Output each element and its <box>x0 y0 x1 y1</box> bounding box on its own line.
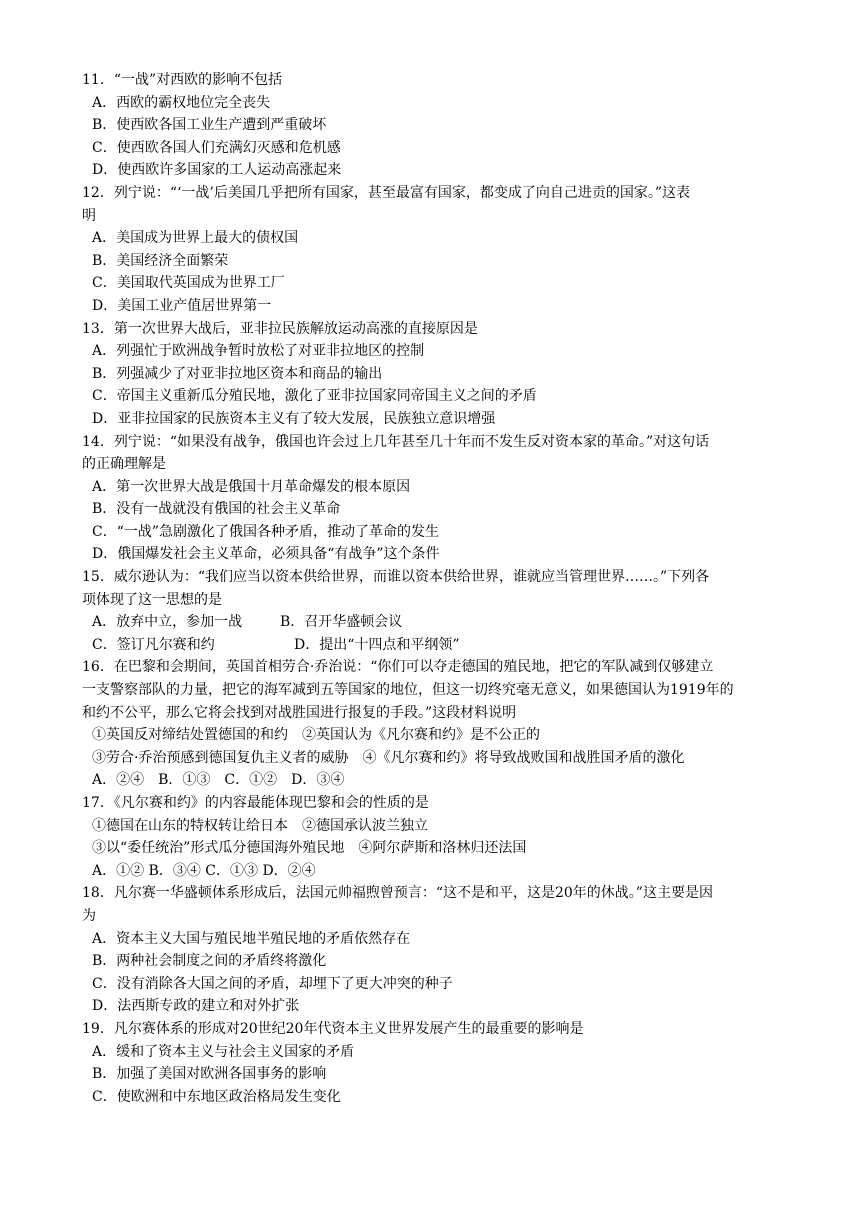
question-stem: 16．在巴黎和会期间，英国首相劳合·乔治说：“你们可以夺走德国的殖民地，把它的军队减到仅够建立 <box>82 659 714 676</box>
question-13 <box>82 318 782 431</box>
option-c: C．美国取代英国成为世界工厂 <box>92 275 285 292</box>
question-stem: 12．列宁说：“‘一战’后美国几乎把所有国家，甚至最富有国家，都变成了向自己进贡的国家。”这表 <box>82 184 691 201</box>
option-a: A．列强忙于欧洲战争暂时放松了对亚非拉地区的控制 <box>92 343 425 360</box>
option-row <box>82 634 782 657</box>
option-b: B．列强减少了对亚非拉地区资本和商品的输出 <box>92 365 383 382</box>
question-stem: 18．凡尔赛一华盛顿体系形成后，法国元帅福煦曾预言：“这不是和平，这是20年的休战。”这主要是因 <box>82 885 713 902</box>
question-stem: 11．“一战”对西欧的影响不包括 <box>82 72 283 88</box>
question-stem-continued: 明 <box>82 207 96 224</box>
document-page <box>82 69 782 1108</box>
question-17 <box>82 792 782 882</box>
question-14 <box>82 431 782 567</box>
question-16 <box>82 656 782 792</box>
question-stem-continued: 项体现了这一思想的是 <box>82 591 222 608</box>
question-stem-continued: 和约不公平，那么它将会找到对战胜国进行报复的手段。”这段材料说明 <box>82 704 517 721</box>
option-a: A．放弃中立，参加一战 <box>92 614 243 631</box>
statement-line: ①德国在山东的特权转让给日本 ②德国承认波兰独立 <box>92 817 428 834</box>
option-b: B．加强了美国对欧洲各国事务的影响 <box>92 1066 327 1083</box>
option-a: A．缓和了资本主义与社会主义国家的矛盾 <box>92 1043 355 1060</box>
option-d: D．使西欧许多国家的工人运动高涨起来 <box>92 162 342 179</box>
option-d: D．法西斯专政的建立和对外扩张 <box>92 998 300 1015</box>
option-a: A．资本主义大国与殖民地半殖民地的矛盾依然存在 <box>92 930 411 947</box>
question-stem: 17．《凡尔赛和约》的内容最能体现巴黎和会的性质的是 <box>82 795 429 811</box>
statement-line: ①英国反对缔结处置德国的和约 ②英国认为《凡尔赛和约》是不公正的 <box>92 727 540 744</box>
options-line: A．②④ B．①③ C．①② D．③④ <box>92 772 345 789</box>
option-c: C．没有消除各大国之间的矛盾，却埋下了更大冲突的种子 <box>92 975 453 992</box>
question-19 <box>82 1018 782 1108</box>
option-c: C．“一战”急剧激化了俄国各种矛盾，推动了革命的发生 <box>92 523 440 540</box>
option-b: B．没有一战就没有俄国的社会主义革命 <box>92 501 341 518</box>
option-c: C．签订凡尔赛和约 <box>92 636 215 653</box>
option-b: B．美国经济全面繁荣 <box>92 252 229 269</box>
option-b: B．召开华盛顿会议 <box>280 614 403 631</box>
option-d: D．亚非拉国家的民族资本主义有了较大发展，民族独立意识增强 <box>92 410 496 427</box>
question-15 <box>82 566 782 656</box>
option-b: B．两种社会制度之间的矛盾终将激化 <box>92 953 327 970</box>
question-stem: 14．列宁说：“如果没有战争，俄国也许会过上几年甚至几十年而不发生反对资本家的革命。”对这句话 <box>82 433 710 450</box>
option-a: A．美国成为世界上最大的债权国 <box>92 230 299 247</box>
question-stem-continued: 的正确理解是 <box>82 456 166 473</box>
option-d: D．提出“十四点和平纲领” <box>294 636 460 653</box>
option-d: D．俄国爆发社会主义革命，必须具备“有战争”这个条件 <box>92 546 440 563</box>
statement-line: ③以“委任统治”形式瓜分德国海外殖民地 ④阿尔萨斯和洛林归还法国 <box>92 840 527 857</box>
option-a: A．西欧的霸权地位完全丧失 <box>92 94 271 111</box>
question-18 <box>82 882 782 1018</box>
option-a: A．第一次世界大战是俄国十月革命爆发的根本原因 <box>92 478 411 495</box>
question-12 <box>82 182 782 318</box>
option-c: C．帝国主义重新瓜分殖民地，激化了亚非拉国家同帝国主义之间的矛盾 <box>92 388 537 405</box>
question-stem: 19．凡尔赛体系的形成对20世纪20年代资本主义世界发展产生的最重要的影响是 <box>82 1020 584 1037</box>
option-row <box>82 611 782 634</box>
option-c: C．使西欧各国人们充满幻灭感和危机感 <box>92 139 341 156</box>
question-11 <box>82 69 782 182</box>
option-c: C．使欧洲和中东地区政治格局发生变化 <box>92 1088 341 1105</box>
question-stem-continued: 为 <box>82 907 96 924</box>
question-stem-continued: 一支警察部队的力量，把它的海军减到五等国家的地位，但这一切终究毫无意义，如果德国认为1919年的 <box>82 682 734 699</box>
question-stem: 13．第一次世界大战后，亚非拉民族解放运动高涨的直接原因是 <box>82 320 478 337</box>
option-d: D．美国工业产值居世界第一 <box>92 297 272 314</box>
option-b: B．使西欧各国工业生产遭到严重破坏 <box>92 117 327 134</box>
statement-line: ③劳合·乔治预感到德国复仇主义者的威胁 ④《凡尔赛和约》将导致战败国和战胜国矛盾的激化 <box>92 749 685 766</box>
options-line: A．①② B．③④ C．①③ D．②④ <box>92 862 316 879</box>
question-stem: 15．威尔逊认为：“我们应当以资本供给世界，而谁以资本供给世界，谁就应当管理世界……。”下列各 <box>82 569 710 586</box>
